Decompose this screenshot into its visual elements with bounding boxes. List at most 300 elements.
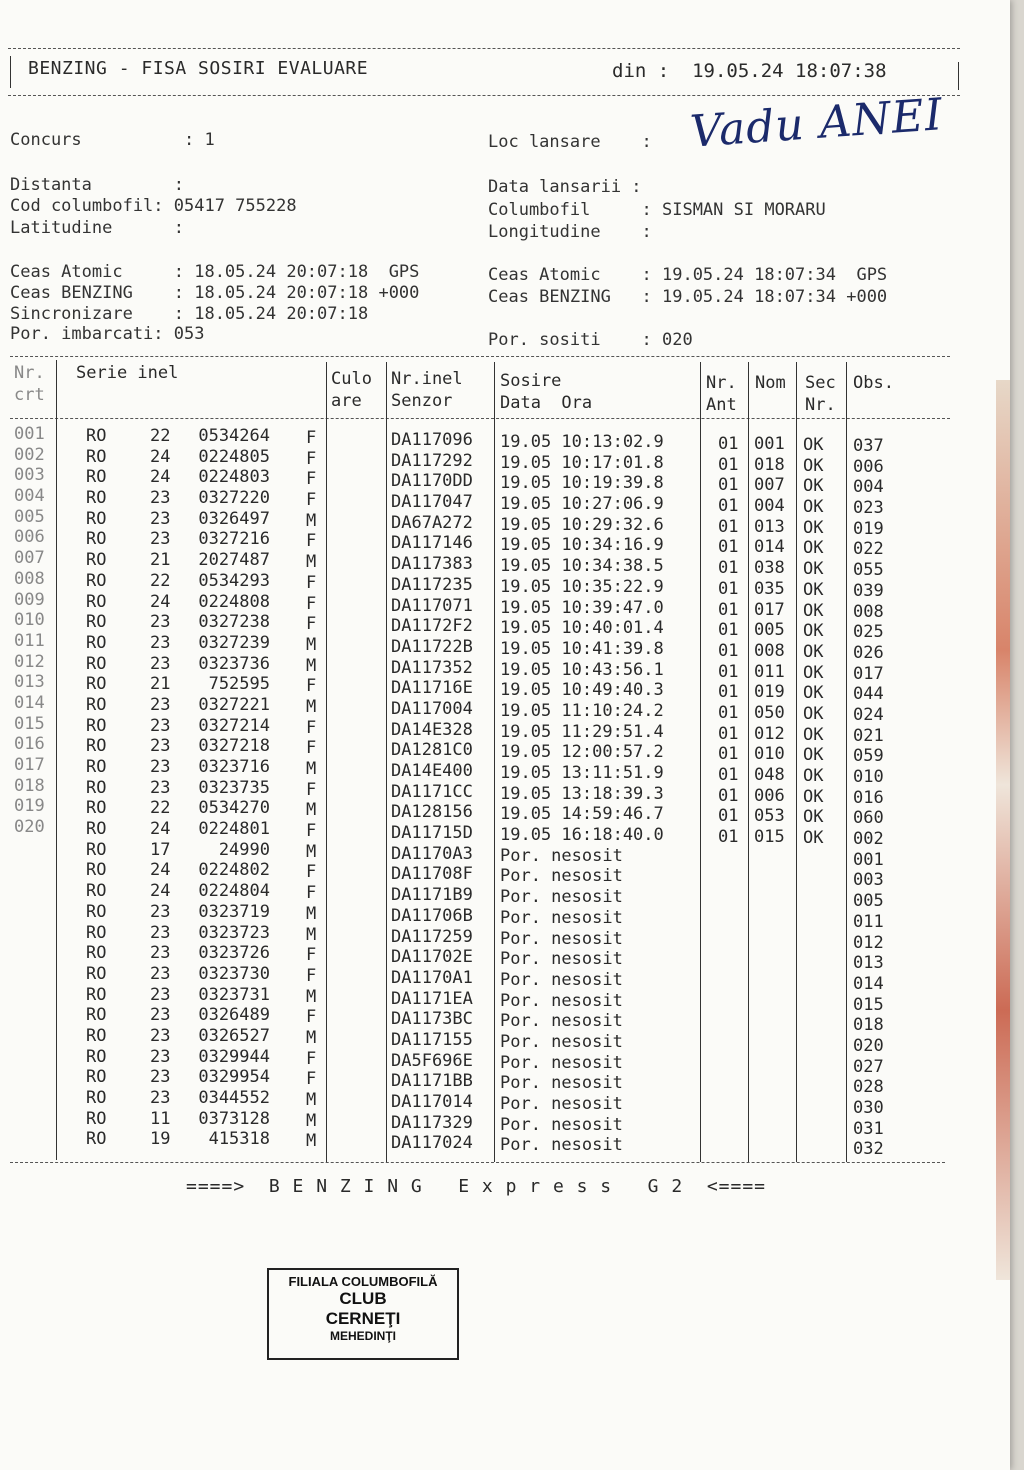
cell-sosire: 19.05 14:59:46.7 [500, 804, 664, 825]
cell-tara: RO [86, 1067, 107, 1088]
cell-obs: 015 [853, 994, 884, 1015]
cell-tara: RO [86, 757, 107, 777]
cell-sec [803, 952, 823, 973]
cell-sec: OK [803, 476, 824, 497]
cell-nr: 018 [14, 775, 45, 796]
cell-an: 23 [150, 901, 171, 922]
cell-sosire: 19.05 10:43:56.1 [500, 659, 664, 680]
cell-an: 23 [150, 943, 171, 964]
cell-sex: F [306, 1048, 317, 1069]
cell-an: 23 [150, 508, 171, 529]
cell-senzor: DA117014 [391, 1092, 473, 1112]
por-sositi-field: Por. sositi : 020 [488, 330, 693, 350]
cell-obs: 019 [853, 518, 884, 539]
cell-inel: 0344552 [198, 1088, 270, 1108]
column-senzor [391, 430, 473, 1154]
cell-obs: 016 [853, 787, 884, 808]
cell-ant: 01 [718, 454, 739, 475]
cell-sec: OK [803, 621, 824, 642]
cell-ant [718, 1013, 738, 1034]
cell-sec [803, 1076, 823, 1097]
cell-inel: 0327214 [198, 715, 270, 736]
cell-an: 23 [150, 922, 171, 943]
cell-tara: RO [86, 446, 107, 467]
cell-sex: F [306, 779, 317, 800]
cell-inel: 0327221 [198, 694, 270, 715]
cell-senzor: DA117383 [391, 554, 473, 575]
cell-sex: F [306, 862, 317, 883]
cell-ant [718, 848, 738, 869]
ceas-benzing-end-field: Ceas BENZING : 19.05.24 18:07:34 +000 [488, 287, 888, 307]
cell-ant [718, 1034, 738, 1055]
cell-inel: 0327238 [198, 612, 270, 633]
cell-ant: 01 [718, 661, 739, 682]
cell-tara: RO [86, 819, 107, 840]
page-edge-background [996, 380, 1010, 1280]
cell-inel: 0323731 [198, 984, 270, 1005]
cell-an: 23 [150, 653, 171, 674]
cell-sec: OK [803, 435, 824, 455]
cell-an: 23 [150, 757, 171, 777]
cell-sec: OK [803, 538, 824, 559]
cell-sex: F [306, 614, 317, 635]
document-title: BENZING - FISA SOSIRI EVALUARE [28, 58, 369, 79]
cell-sec: OK [803, 497, 824, 518]
cell-inel: 0373128 [198, 1108, 270, 1129]
cell-senzor: DA1170A3 [391, 843, 473, 864]
cell-an: 24 [150, 881, 171, 902]
cell-tara: RO [86, 570, 107, 591]
cell-tara: RO [86, 715, 107, 736]
cell-obs: 008 [853, 601, 884, 622]
cell-sec: OK [803, 517, 824, 538]
cell-sex: M [306, 1090, 317, 1110]
cell-ant: 01 [718, 702, 739, 723]
cell-nr: 011 [14, 630, 45, 651]
cell-nr [14, 1045, 45, 1066]
cell-sec [803, 994, 823, 1015]
column-tara [86, 426, 106, 1150]
cell-nr [14, 1024, 45, 1045]
cell-obs: 028 [853, 1077, 884, 1098]
cell-nom [754, 1137, 785, 1158]
cell-sex: F [306, 738, 317, 759]
cell-nr: 004 [14, 486, 45, 507]
cell-an: 24 [150, 591, 171, 612]
cell-nom: 004 [754, 496, 785, 517]
cell-nom [754, 972, 785, 993]
cell-an: 23 [150, 1088, 171, 1108]
cell-sec [803, 890, 823, 911]
cell-nr [14, 921, 45, 942]
cell-nom: 048 [754, 765, 785, 785]
cell-sex: M [306, 696, 317, 717]
cell-inel: 0327216 [198, 529, 270, 550]
cell-inel: 0224805 [198, 446, 270, 467]
cell-obs: 013 [853, 953, 884, 974]
cell-obs: 025 [853, 622, 884, 643]
cell-nr: 017 [14, 755, 45, 775]
cell-ant: 01 [718, 475, 739, 496]
cell-sosire: 19.05 10:17:01.8 [500, 452, 664, 473]
column-nom [754, 434, 785, 1158]
cell-tara: RO [86, 529, 107, 550]
cell-nom: 007 [754, 475, 785, 496]
cell-sosire: 19.05 10:29:32.6 [500, 514, 664, 535]
cell-obs: 022 [853, 539, 884, 560]
cell-tara: RO [86, 1046, 107, 1067]
distanta-field: Distanta : [10, 175, 184, 195]
cell-senzor: DA117047 [391, 492, 473, 513]
cell-sosire: 19.05 10:27:06.9 [500, 494, 664, 515]
cell-nom [754, 1013, 785, 1034]
header-sosire: Sosire Data Ora [500, 371, 593, 413]
header-obs: Obs. [853, 373, 894, 393]
cell-sosire: 19.05 10:49:40.3 [500, 680, 664, 701]
cell-obs: 027 [853, 1056, 884, 1077]
cell-obs: 011 [853, 911, 884, 932]
cell-senzor: DA14E328 [391, 719, 473, 740]
cell-sex: F [306, 448, 317, 469]
cell-sosire: 19.05 10:34:38.5 [500, 556, 664, 577]
cell-nom [754, 1034, 785, 1055]
column-sex [306, 428, 316, 1152]
cell-obs: 039 [853, 580, 884, 601]
cell-inel: 0326489 [198, 1005, 270, 1026]
cell-nom: 013 [754, 516, 785, 537]
cell-nr: 009 [14, 589, 45, 610]
cell-nr: 013 [14, 672, 45, 693]
cell-sec: OK [803, 828, 824, 849]
cell-tara: RO [86, 426, 107, 446]
cell-nom: 008 [754, 640, 785, 661]
column-an [150, 426, 170, 1150]
cell-senzor: DA1173BC [391, 1009, 473, 1030]
cell-senzor: DA1171B9 [391, 885, 473, 906]
cell-nr: 001 [14, 424, 45, 444]
cell-ant [718, 993, 738, 1014]
column-ant [718, 434, 738, 1158]
cell-obs: 002 [853, 829, 884, 850]
cell-an: 19 [150, 1129, 171, 1150]
ceas-benzing-start-field: Ceas BENZING : 18.05.24 20:07:18 +000 [10, 283, 420, 303]
header-nom: Nom [755, 373, 786, 393]
cell-an: 23 [150, 715, 171, 736]
cell-nom: 017 [754, 599, 785, 620]
cell-inel: 0329944 [198, 1046, 270, 1067]
table-top-rule [10, 356, 950, 357]
cell-sec: OK [803, 807, 824, 828]
header-top-rule [8, 48, 960, 49]
cell-nr [14, 900, 45, 921]
cell-sosire: Por. nesosit [500, 949, 623, 970]
cell-ant [718, 889, 738, 910]
cell-sec [803, 1035, 823, 1056]
cell-sec [803, 973, 823, 994]
cell-sec: OK [803, 786, 824, 807]
cell-obs: 044 [853, 684, 884, 705]
col-divider-sosire [700, 362, 701, 1162]
col-divider-sec [846, 362, 847, 1162]
cell-obs: 032 [853, 1139, 884, 1160]
cell-inel: 0329954 [198, 1067, 270, 1088]
cell-nom: 010 [754, 744, 785, 765]
cell-inel: 0323723 [198, 922, 270, 943]
cell-tara: RO [86, 1088, 107, 1108]
cell-obs: 023 [853, 498, 884, 519]
cell-sex: M [306, 655, 317, 676]
cell-nr [14, 879, 45, 900]
cell-sec [803, 1097, 823, 1118]
cell-tara: RO [86, 674, 107, 695]
cell-obs: 003 [853, 870, 884, 891]
cell-sosire: Por. nesosit [500, 1011, 623, 1032]
cell-sex: M [306, 986, 317, 1007]
cell-sosire: 19.05 11:10:24.2 [500, 700, 664, 721]
cell-nom [754, 848, 785, 869]
cell-ant [718, 1117, 738, 1138]
cell-tara: RO [86, 881, 107, 902]
cell-nom: 018 [754, 454, 785, 475]
cell-tara: RO [86, 653, 107, 674]
cell-inel: 0327218 [198, 736, 270, 757]
cell-ant: 01 [718, 578, 739, 599]
cell-tara: RO [86, 467, 107, 488]
cell-an: 23 [150, 1005, 171, 1026]
cell-senzor: DA11722B [391, 636, 473, 657]
cell-nom [754, 1096, 785, 1117]
cell-nom [754, 993, 785, 1014]
cell-senzor: DA1171BB [391, 1071, 473, 1092]
cell-nr: 008 [14, 568, 45, 589]
cell-obs: 018 [853, 1015, 884, 1036]
cell-nom: 005 [754, 620, 785, 641]
cell-ant [718, 1137, 738, 1158]
cell-nom [754, 951, 785, 972]
cell-sosire: Por. nesosit [500, 1031, 623, 1052]
cell-sex: M [306, 634, 317, 655]
cell-sosire: 19.05 10:39:47.0 [500, 597, 664, 618]
cell-sosire: Por. nesosit [500, 887, 623, 908]
cell-nr: 012 [14, 651, 45, 672]
cell-nr: 020 [14, 817, 45, 838]
cell-obs: 017 [853, 663, 884, 684]
cell-sex: F [306, 490, 317, 511]
cell-inel: 0224808 [198, 591, 270, 612]
cell-inel: 0323716 [198, 757, 270, 777]
cell-obs: 031 [853, 1118, 884, 1139]
cell-sec [803, 932, 823, 953]
cell-an: 23 [150, 612, 171, 633]
cell-nom [754, 1075, 785, 1096]
cell-sex: M [306, 903, 317, 924]
cell-sex: F [306, 717, 317, 738]
table-header-rule [10, 418, 950, 419]
cell-ant [718, 972, 738, 993]
cell-senzor: DA14E400 [391, 761, 473, 781]
cell-tara: RO [86, 1108, 107, 1129]
cell-tara: RO [86, 984, 107, 1005]
cell-sosire: 19.05 13:11:51.9 [500, 763, 664, 783]
cell-nr [14, 858, 45, 879]
cell-nr [14, 983, 45, 1004]
cell-nom: 019 [754, 682, 785, 703]
cell-nr [14, 962, 45, 983]
cell-sosire: 19.05 10:41:39.8 [500, 638, 664, 659]
cell-senzor: DA67A272 [391, 512, 473, 533]
col-divider-culoare [386, 362, 387, 1162]
cell-an: 23 [150, 488, 171, 509]
cell-senzor: DA1170A1 [391, 967, 473, 988]
cell-sosire: Por. nesosit [500, 1094, 623, 1114]
cell-an: 23 [150, 632, 171, 653]
cell-sec: OK [803, 579, 824, 600]
por-imbarcati-field: Por. imbarcati: 053 [10, 324, 205, 344]
cell-an: 24 [150, 467, 171, 488]
cell-tara: RO [86, 488, 107, 509]
cell-inel: 0224802 [198, 860, 270, 881]
cell-sex: M [306, 1110, 317, 1131]
cell-ant: 01 [718, 516, 739, 537]
cell-sex: F [306, 572, 317, 593]
cell-an: 23 [150, 984, 171, 1005]
cell-ant [718, 1055, 738, 1076]
cell-obs: 014 [853, 973, 884, 994]
column-inel [188, 426, 270, 1150]
cell-an: 22 [150, 798, 171, 819]
loc-lansare-field: Loc lansare : [488, 132, 652, 152]
cell-nr: 015 [14, 713, 45, 734]
cell-sec: OK [803, 766, 824, 786]
cell-obs: 030 [853, 1098, 884, 1118]
cell-sosire: 19.05 12:00:57.2 [500, 742, 664, 763]
cell-inel: 0327220 [198, 488, 270, 509]
cell-ant: 01 [718, 599, 739, 620]
cell-senzor: DA5F696E [391, 1050, 473, 1071]
cell-senzor: DA11708F [391, 864, 473, 885]
cell-sec: OK [803, 455, 824, 476]
cell-sec [803, 1138, 823, 1159]
cell-an: 21 [150, 674, 171, 695]
cell-sex: F [306, 945, 317, 966]
cell-sec [803, 1014, 823, 1035]
cell-sex: F [306, 676, 317, 697]
cell-senzor: DA11706B [391, 905, 473, 926]
cell-sex: M [306, 924, 317, 945]
cell-senzor: DA117024 [391, 1133, 473, 1154]
header-right-border [958, 62, 959, 90]
cell-sec: OK [803, 745, 824, 766]
cell-nr [14, 1107, 45, 1128]
cell-tara: RO [86, 1129, 107, 1150]
cell-sec: OK [803, 703, 824, 724]
header-serie-inel: Serie inel [76, 363, 179, 383]
cell-nom: 001 [754, 434, 785, 454]
cell-an: 23 [150, 1046, 171, 1067]
cell-sosire: Por. nesosit [500, 1135, 623, 1156]
cell-nr: 002 [14, 444, 45, 465]
cell-ant: 01 [718, 496, 739, 517]
cell-obs: 060 [853, 808, 884, 829]
cell-an: 23 [150, 963, 171, 984]
cell-senzor: DA128156 [391, 802, 473, 823]
cell-ant [718, 951, 738, 972]
cell-tara: RO [86, 963, 107, 984]
date-value: 19.05.24 18:07:38 [692, 60, 887, 82]
cell-ant [718, 931, 738, 952]
cell-sosire: 19.05 10:40:01.4 [500, 618, 664, 639]
cell-sosire: Por. nesosit [500, 928, 623, 949]
cell-inel: 0323735 [198, 777, 270, 798]
loc-lansare-handwritten: Vadu ANEI [688, 89, 945, 158]
cell-sosire: 19.05 10:34:16.9 [500, 535, 664, 556]
cell-tara: RO [86, 839, 107, 860]
stamp-line-2: CLUB [339, 1289, 387, 1308]
longitudine-field: Longitudine : [488, 222, 652, 242]
stamp-line-1: FILIALA COLUMBOFILĂ [288, 1274, 438, 1289]
cell-ant: 01 [718, 785, 739, 806]
cell-inel: 0534293 [198, 570, 270, 591]
cell-tara: RO [86, 860, 107, 881]
ceas-atomic-start-field: Ceas Atomic : 18.05.24 20:07:18 GPS [10, 262, 420, 282]
cell-sosire: Por. nesosit [500, 907, 623, 928]
cell-nr: 010 [14, 610, 45, 631]
cell-sosire: Por. nesosit [500, 1052, 623, 1073]
cell-sex: F [306, 469, 317, 490]
column-obs [853, 436, 884, 1160]
cell-sec [803, 1056, 823, 1077]
cell-senzor: DA11715D [391, 823, 473, 844]
cell-obs: 059 [853, 746, 884, 767]
cell-nom: 053 [754, 806, 785, 827]
cell-senzor: DA117146 [391, 533, 473, 554]
cell-an: 17 [150, 839, 171, 860]
col-divider-nr [56, 360, 57, 1160]
cell-obs: 021 [853, 725, 884, 746]
cell-inel: 752595 [208, 674, 270, 695]
cell-senzor: DA1170DD [391, 471, 473, 492]
header-bottom-rule [8, 95, 960, 96]
cell-sec: OK [803, 600, 824, 621]
cell-inel: 0326527 [198, 1025, 270, 1046]
cell-sosire: Por. nesosit [500, 990, 623, 1011]
cell-sex: F [306, 1007, 317, 1028]
cell-sex: M [306, 552, 317, 573]
cell-sec [803, 849, 823, 870]
cell-ant: 01 [718, 434, 739, 454]
cell-inel: 0323726 [198, 943, 270, 964]
cell-senzor: DA117096 [391, 430, 473, 450]
col-divider-senzor [494, 362, 495, 1162]
cell-sex: F [306, 428, 317, 448]
cell-nom: 012 [754, 723, 785, 744]
cell-sex: M [306, 510, 317, 531]
cell-an: 23 [150, 1067, 171, 1088]
concurs-field: Concurs : 1 [10, 130, 215, 150]
cell-sosire: Por. nesosit [500, 866, 623, 887]
sincronizare-field: Sincronizare : 18.05.24 20:07:18 [10, 304, 369, 324]
cell-nom: 035 [754, 578, 785, 599]
col-divider-ant [748, 362, 749, 1162]
cell-ant: 01 [718, 537, 739, 558]
cell-an: 21 [150, 550, 171, 571]
cell-nr [14, 1086, 45, 1107]
data-lansarii-field: Data lansarii : [488, 177, 642, 197]
cell-inel: 0224804 [198, 881, 270, 902]
cell-nr: 005 [14, 506, 45, 527]
cell-sosire: Por. nesosit [500, 1073, 623, 1094]
cell-inel: 0224803 [198, 467, 270, 488]
